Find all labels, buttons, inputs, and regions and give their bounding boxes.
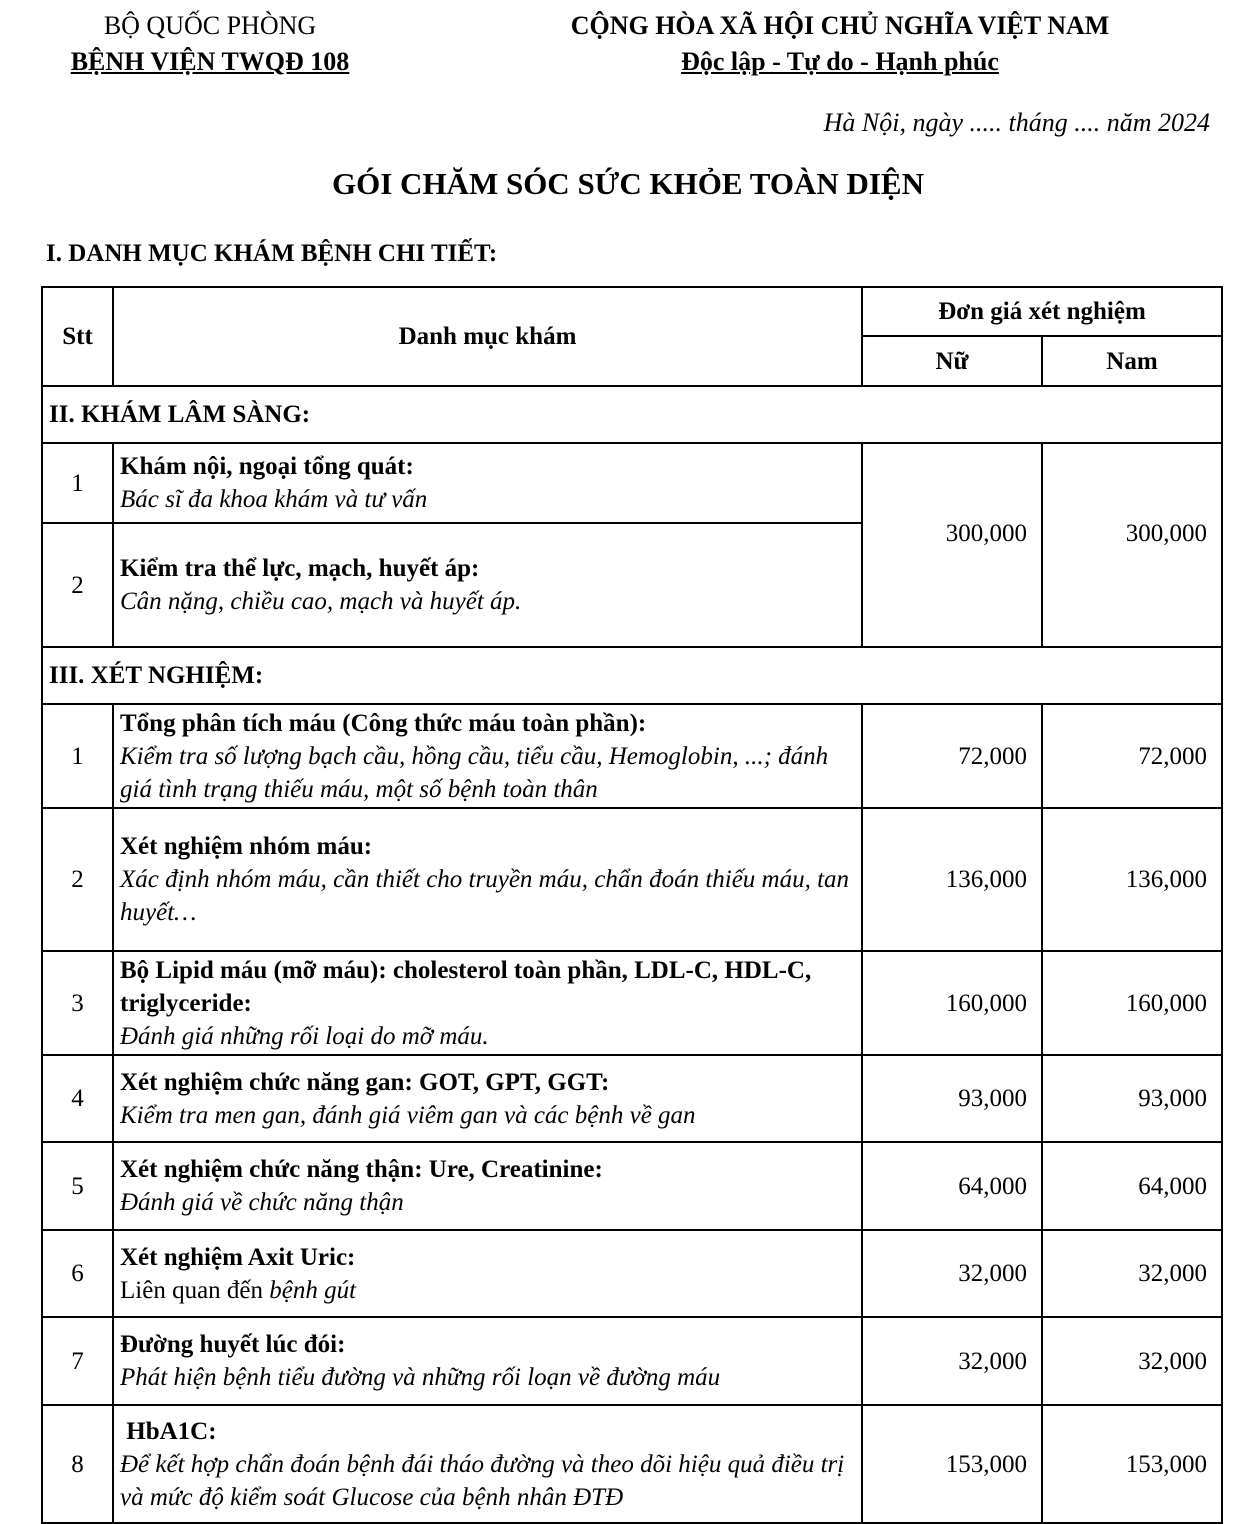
state-name: CỘNG HÒA XÃ HỘI CHỦ NGHĨA VIỆT NAM — [570, 11, 1110, 40]
item-name: Xét nghiệm nhóm máu: — [120, 833, 373, 860]
price-male: 93,000 — [1042, 1055, 1222, 1142]
price-male: 32,000 — [1042, 1317, 1222, 1405]
state-motto: Độc lập - Tự do - Hạnh phúc — [681, 47, 999, 76]
price-female: 136,000 — [862, 808, 1042, 951]
row-stt: 6 — [42, 1230, 113, 1317]
item-name: Xét nghiệm chức năng gan: GOT, GPT, GGT: — [120, 1068, 610, 1096]
price-table — [41, 286, 1223, 1524]
row-item — [113, 808, 862, 951]
section-heading-1: I. DANH MỤC KHÁM BỆNH CHI TIẾT: — [46, 240, 498, 267]
item-name: Tổng phân tích máu (Công thức máu toàn phần): — [120, 709, 647, 737]
row-item — [113, 704, 862, 808]
row-item — [113, 1317, 862, 1405]
table-row — [42, 443, 1222, 523]
price-male: 32,000 — [1042, 1230, 1222, 1317]
item-name: Khám nội, ngoại tổng quát: — [120, 453, 414, 480]
col-header-male: Nam — [1042, 336, 1222, 386]
table-row — [42, 704, 1222, 808]
price-female: 32,000 — [862, 1317, 1042, 1405]
item-desc: Bác sĩ đa khoa khám và tư vấn — [120, 486, 428, 513]
table-row — [42, 1055, 1222, 1142]
section-heading-2: II. KHÁM LÂM SÀNG: — [42, 386, 1222, 443]
price-female: 160,000 — [862, 951, 1042, 1055]
item-desc: Kiểm tra men gan, đánh giá viêm gan và các bệnh về gan — [120, 1101, 696, 1129]
item-name: Đường huyết lúc đói: — [120, 1331, 346, 1358]
price-female: 72,000 — [862, 704, 1042, 808]
price-female: 32,000 — [862, 1230, 1042, 1317]
col-header-female: Nữ — [862, 336, 1042, 386]
row-stt: 2 — [42, 523, 113, 647]
price-male: 160,000 — [1042, 951, 1222, 1055]
item-desc: Cân nặng, chiều cao, mạch và huyết áp. — [120, 588, 522, 615]
item-desc: Phát hiện bệnh tiểu đường và những rối loạn về đường máu — [120, 1364, 721, 1391]
price-male: 64,000 — [1042, 1142, 1222, 1230]
row-stt: 1 — [42, 704, 113, 808]
table-row — [42, 1317, 1222, 1405]
item-name: Bộ Lipid máu (mỡ máu): cholesterol toàn phần, LDL-C, HDL-C, triglyceride: — [120, 956, 812, 1017]
row-item — [113, 1230, 862, 1317]
date-line: Hà Nội, ngày ..... tháng .... năm 2024 — [823, 108, 1210, 137]
item-name: Xét nghiệm chức năng thận: Ure, Creatinine: — [120, 1156, 603, 1183]
section-heading-3: III. XÉT NGHIỆM: — [42, 647, 1222, 704]
row-stt: 8 — [42, 1405, 113, 1523]
item-desc: Xác định nhóm máu, cần thiết cho truyền máu, chẩn đoán thiếu máu, tan huyết… — [120, 866, 850, 926]
row-stt: 4 — [42, 1055, 113, 1142]
item-name: Xét nghiệm Axit Uric: — [120, 1243, 356, 1271]
col-header-stt: Stt — [42, 287, 113, 386]
table-row — [42, 1142, 1222, 1230]
row-item — [113, 1142, 862, 1230]
item-name: Kiểm tra thể lực, mạch, huyết áp: — [120, 555, 480, 582]
item-desc: Đánh giá những rối loại do mỡ máu. — [120, 1022, 489, 1050]
table-row — [42, 1405, 1222, 1523]
item-desc-plain: Liên quan đến — [120, 1276, 270, 1304]
price-female: 153,000 — [862, 1405, 1042, 1523]
row-stt: 3 — [42, 951, 113, 1055]
price-male: 300,000 — [1042, 443, 1222, 647]
row-stt: 1 — [42, 443, 113, 523]
table-row — [42, 808, 1222, 951]
row-stt: 7 — [42, 1317, 113, 1405]
price-female: 93,000 — [862, 1055, 1042, 1142]
price-female: 300,000 — [862, 443, 1042, 647]
page-title: GÓI CHĂM SÓC SỨC KHỎE TOÀN DIỆN — [332, 166, 924, 201]
item-desc: Để kết hợp chẩn đoán bệnh đái tháo đường và theo dõi hiệu quả điều trị và mức độ kiểm soát Glucose của bệnh nhân ĐTĐ — [120, 1450, 845, 1511]
price-male: 72,000 — [1042, 704, 1222, 808]
item-desc: Kiểm tra số lượng bạch cầu, hồng cầu, tiểu cầu, Hemoglobin, ...; đánh giá tình trạng thiếu máu, một số bệnh toàn thân — [120, 742, 829, 803]
table-row — [42, 951, 1222, 1055]
item-name: HbA1C: — [120, 1417, 217, 1445]
row-item — [113, 1405, 862, 1523]
row-stt: 5 — [42, 1142, 113, 1230]
hospital-name: BỆNH VIỆN TWQĐ 108 — [70, 47, 350, 76]
item-desc: Đánh giá về chức năng thận — [120, 1189, 404, 1216]
row-item — [113, 951, 862, 1055]
price-female: 64,000 — [862, 1142, 1042, 1230]
table-row — [42, 1230, 1222, 1317]
row-item — [113, 1055, 862, 1142]
ministry-header — [40, 8, 380, 80]
price-male: 153,000 — [1042, 1405, 1222, 1523]
state-header — [530, 8, 1150, 80]
ministry-name: BỘ QUỐC PHÒNG — [103, 11, 317, 40]
row-item — [113, 443, 862, 523]
col-header-item: Danh mục khám — [113, 287, 862, 386]
price-male: 136,000 — [1042, 808, 1222, 951]
item-desc-italic: bệnh gút — [269, 1276, 357, 1304]
row-stt: 2 — [42, 808, 113, 951]
item-desc — [120, 1274, 855, 1307]
col-header-price: Đơn giá xét nghiệm — [862, 287, 1222, 336]
row-item — [113, 523, 862, 647]
